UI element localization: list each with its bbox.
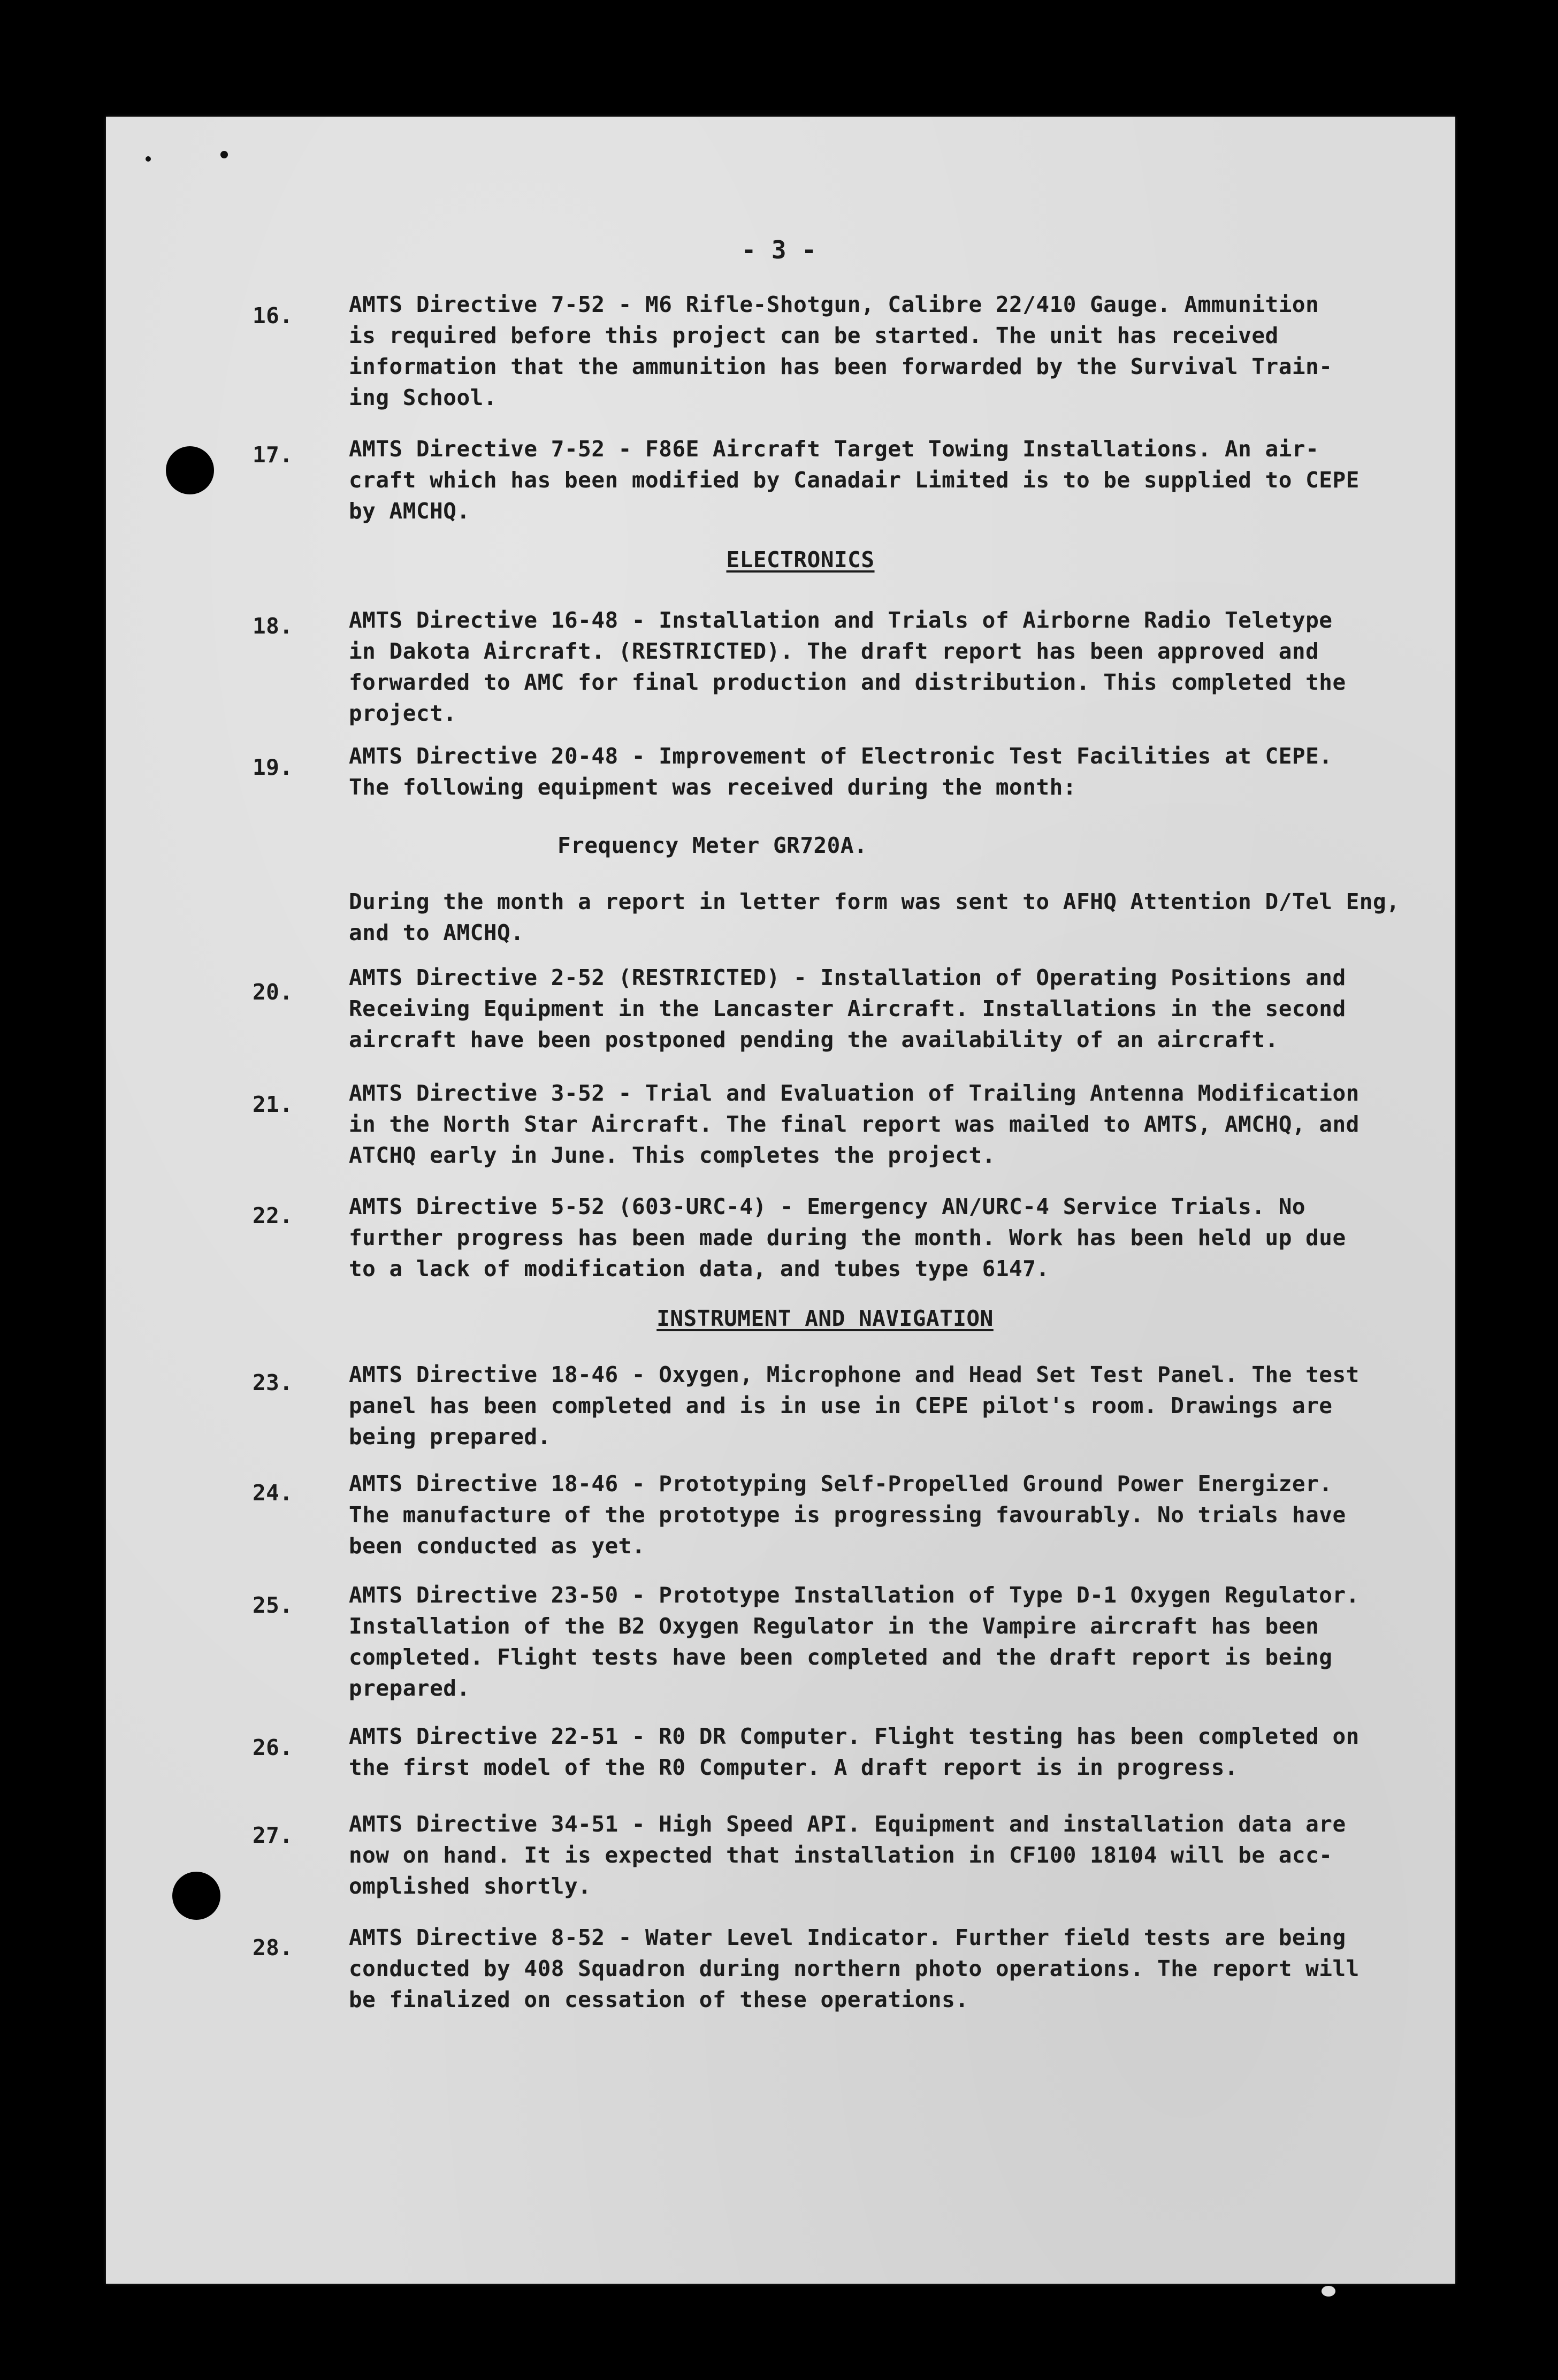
paragraph-number: 19. — [253, 754, 293, 780]
paragraph-number: 24. — [253, 1480, 293, 1506]
paragraph-number: 26. — [253, 1735, 293, 1760]
paragraph-text: AMTS Directive 20-48 - Improvement of Electronic Test Facilities at CEPE. The following equipment was received during the month: — [349, 743, 1333, 800]
paragraph-followup: During the month a report in letter form was sent to AFHQ Attention D/Tel Eng, and to AMCHQ. — [349, 889, 1400, 945]
equipment-line: Frequency Meter GR720A. — [557, 833, 868, 858]
paragraph-text: AMTS Directive 22-51 - R0 DR Computer. Flight testing has been completed on the first model of the R0 Computer. A draft report is in progress. — [349, 1723, 1360, 1780]
paragraph-number: 23. — [253, 1370, 293, 1395]
paragraph-number: 18. — [253, 613, 293, 639]
paragraph-number: 27. — [253, 1822, 293, 1848]
paragraph-text: AMTS Directive 5-52 (603-URC-4) - Emergency AN/URC-4 Service Trials. No further progress has been made during the month. Work has been held up due to a lack of modification data, and tubes type 6147. — [349, 1194, 1346, 1281]
paragraph-text: AMTS Directive 18-46 - Prototyping Self-Propelled Ground Power Energizer. The manufacture of the prototype is progressing favourably. No trials have been conducted as yet. — [349, 1471, 1346, 1559]
paragraph-text: AMTS Directive 34-51 - High Speed API. Equipment and installation data are now on hand. It is expected that installation in CF100 18104 will be acc- omplished shortly. — [349, 1811, 1346, 1899]
paragraph-text: AMTS Directive 16-48 - Installation and Trials of Airborne Radio Teletype in Dakota Aircraft. (RESTRICTED). The draft report has been approved and forwarded to AMC for final production and distribution. This completed the project. — [349, 607, 1346, 726]
paragraph-number: 28. — [253, 1935, 293, 1961]
paragraph-number: 17. — [253, 442, 293, 468]
paragraph-text: AMTS Directive 18-46 - Oxygen, Microphone and Head Set Test Panel. The test panel has been completed and is in use in CEPE pilot's room. Drawings are being prepared. — [349, 1362, 1360, 1450]
paragraph-text: AMTS Directive 7-52 - F86E Aircraft Target Towing Installations. An air- craft which has been modified by Canadair Limited is to be supplied to CEPE by AMCHQ. — [349, 436, 1360, 524]
paragraph-number: 25. — [253, 1592, 293, 1618]
paragraph-text: AMTS Directive 23-50 - Prototype Installation of Type D-1 Oxygen Regulator. Installation of the B2 Oxygen Regulator in the Vampire aircraft has been completed. Flight tests have been completed and the draft report is being prepared. — [349, 1582, 1360, 1701]
page-number: - 3 - — [741, 235, 817, 264]
paragraph-text: AMTS Directive 3-52 - Trial and Evaluation of Trailing Antenna Modification in the North Star Aircraft. The final report was mailed to AMTS, AMCHQ, and ATCHQ early in June. This completes the project. — [349, 1080, 1360, 1168]
paragraph-text: AMTS Directive 7-52 - M6 Rifle-Shotgun, Calibre 22/410 Gauge. Ammunition is required before this project can be started. The unit has received information that the ammunition has been forwarded by the Survival Train- ing School. — [349, 292, 1333, 410]
paragraph-number: 21. — [253, 1092, 293, 1117]
section-heading-electronics: ELECTRONICS — [726, 547, 875, 573]
section-heading-instrument-navigation: INSTRUMENT AND NAVIGATION — [656, 1306, 994, 1331]
paragraph-number: 20. — [253, 979, 293, 1005]
paragraph-text: AMTS Directive 2-52 (RESTRICTED) - Installation of Operating Positions and Receiving Equipment in the Lancaster Aircraft. Installations in the second aircraft have been postponed pending the availability of an aircraft. — [349, 965, 1346, 1052]
paragraph-number: 22. — [253, 1203, 293, 1229]
paragraph-text: AMTS Directive 8-52 - Water Level Indicator. Further field tests are being conducted by 408 Squadron during northern photo operations. The report will be finalized on cessation of these operations. — [349, 1925, 1360, 2012]
paragraph-number: 16. — [253, 303, 293, 329]
